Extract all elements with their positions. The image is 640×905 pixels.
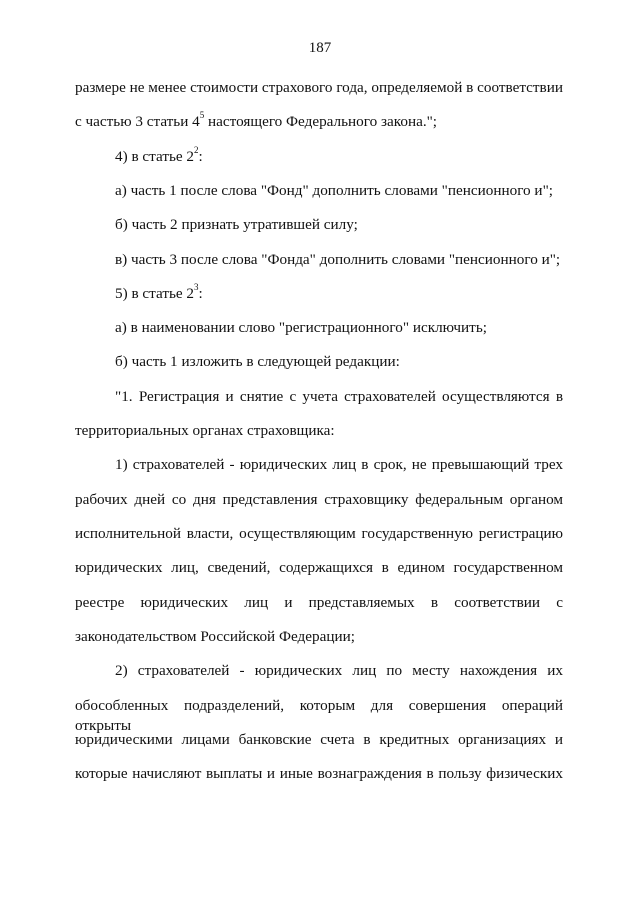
text-line: реестре юридических лиц и представляемых в соответствии с [75,594,563,611]
text-line: размере не менее стоимости страхового года, определяемой в соответствии [75,79,563,96]
text-line: б) часть 1 изложить в следующей редакции: [115,353,400,370]
text-line: юридических лиц, сведений, содержащихся в едином государственном [75,559,563,576]
text-line: а) в наименовании слово "регистрационного" исключить; [115,319,487,336]
text-line: обособленных подразделений, которым для совершения операций открыты [75,697,563,734]
text-line: законодательством Российской Федерации; [75,628,355,645]
text-line: рабочих дней со дня представления страховщику федеральным органом [75,491,563,508]
text-line: "1. Регистрация и снятие с учета страхователей осуществляются в [115,388,563,405]
text-line: б) часть 2 признать утратившей силу; [115,216,358,233]
text-line: 1) страхователей - юридических лиц в срок, не превышающий трех [115,456,563,473]
text-line: территориальных органах страховщика: [75,422,335,439]
text-line: в) часть 3 после слова "Фонда" дополнить словами "пенсионного и"; [115,251,561,268]
text-line: 2) страхователей - юридических лиц по месту нахождения их [115,662,563,679]
superscript: 2 [194,144,199,155]
text-line: которые начисляют выплаты и иные вознаграждения в пользу физических [75,765,563,782]
text-line: 4) в статье $2^2$: [115,144,203,165]
superscript: 3 [194,281,199,292]
text-line: юридическими лицами банковские счета в кредитных организациях и [75,731,563,748]
superscript: 5 [199,109,205,120]
page-number: 187 [308,40,332,56]
text-line: а) часть 1 после слова "Фонд" дополнить словами "пенсионного и"; [115,182,553,199]
text-line: с частью 3 статьи $4^5$ настоящего Федерального закона."; [75,109,438,130]
text-line: 5) в статье $2^3$: [115,281,203,302]
text-line: исполнительной власти, осуществляющим государственную регистрацию [75,525,563,542]
